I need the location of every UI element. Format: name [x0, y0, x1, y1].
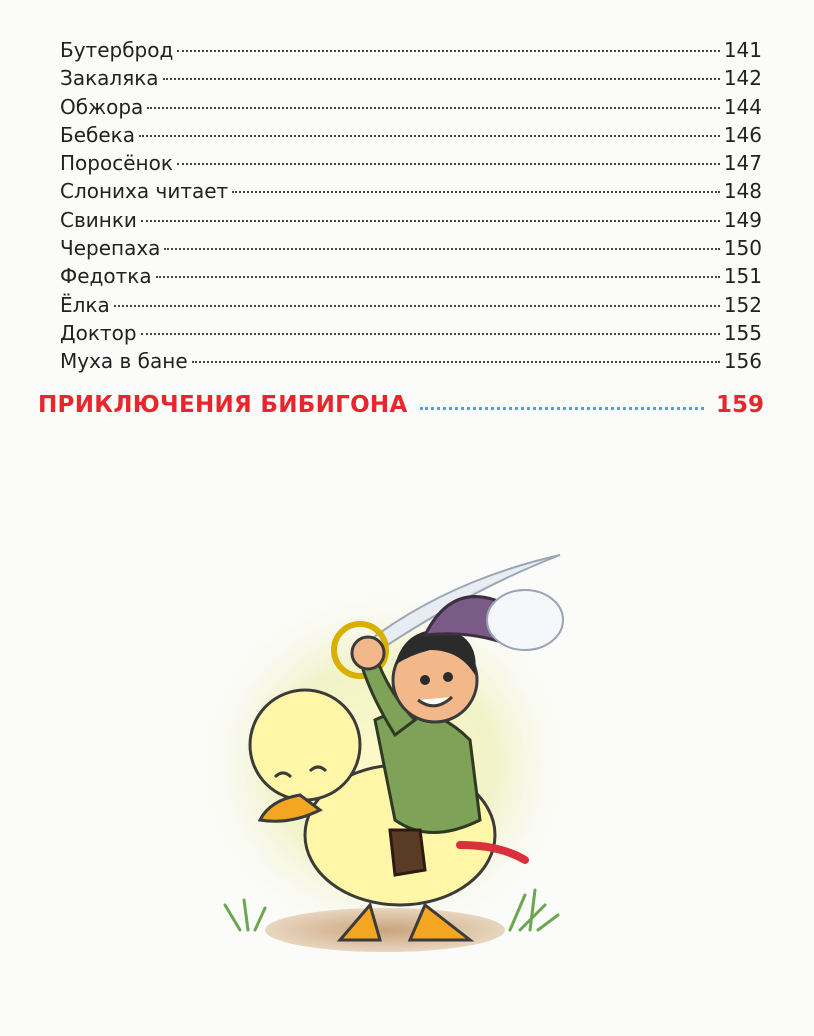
toc-entry-title: Федотка [60, 264, 152, 289]
toc-entry[interactable] [60, 234, 762, 262]
table-of-contents [60, 36, 762, 376]
toc-entry-page: 146 [723, 122, 762, 147]
toc-entry-title: Ёлка [60, 292, 110, 317]
toc-entry[interactable] [60, 177, 762, 205]
toc-dot-leader [139, 135, 720, 137]
toc-entry[interactable] [60, 149, 762, 177]
toc-entry-title: Бутерброд [60, 38, 174, 62]
toc-entry[interactable] [60, 64, 762, 92]
toc-entry-title: Закаляка [60, 66, 159, 91]
toc-entry-title: Поросёнок [60, 151, 173, 176]
toc-dot-leader [114, 305, 720, 307]
bibigon-riding-duck-illustration [180, 545, 600, 965]
toc-dot-leader [147, 107, 720, 109]
ground-shadow [265, 908, 505, 952]
toc-dot-leader [177, 163, 720, 165]
toc-dot-leader [164, 248, 719, 250]
toc-entry-page: 151 [723, 264, 762, 289]
toc-dot-leader [192, 361, 720, 363]
toc-entry[interactable] [60, 206, 762, 234]
toc-entry[interactable] [60, 319, 762, 347]
toc-entry[interactable] [60, 36, 762, 64]
toc-entry-page: 156 [723, 349, 762, 374]
toc-entry-page: 142 [723, 66, 762, 91]
toc-entry-title: Доктор [60, 320, 137, 345]
toc-entry-page: 141 [723, 38, 762, 62]
toc-dot-leader [141, 220, 720, 222]
toc-dot-leader [177, 50, 720, 52]
section-title: ПРИКЛЮЧЕНИЯ БИБИГОНА [38, 392, 408, 418]
toc-entry-page: 155 [723, 320, 762, 345]
toc-entry-title: Муха в бане [60, 349, 188, 374]
toc-dot-leader [163, 78, 720, 80]
toc-dot-leader [141, 333, 720, 335]
toc-entry-title: Черепаха [60, 236, 161, 261]
toc-section-entry[interactable] [38, 392, 764, 418]
section-dot-leader [420, 407, 704, 410]
toc-entry-page: 148 [723, 179, 762, 204]
toc-entry[interactable] [60, 93, 762, 121]
section-page-number: 159 [715, 392, 764, 418]
toc-entry-title: Слониха читает [60, 179, 229, 204]
toc-entry[interactable] [60, 347, 762, 375]
toc-dot-leader [232, 191, 720, 193]
boy-fist [352, 637, 384, 669]
toc-entry-title: Свинки [60, 207, 137, 232]
boy-boot [390, 830, 425, 875]
toc-entry-title: Обжора [60, 94, 144, 119]
toc-entry[interactable] [60, 262, 762, 290]
toc-entry-page: 149 [723, 207, 762, 232]
toc-entry-page: 144 [723, 94, 762, 119]
toc-entry-page: 147 [723, 151, 762, 176]
toc-entry-page: 152 [723, 292, 762, 317]
hat-plume [487, 590, 563, 650]
toc-dot-leader [156, 276, 720, 278]
duck-head [250, 690, 360, 800]
toc-entry[interactable] [60, 121, 762, 149]
toc-entry-title: Бебека [60, 122, 135, 147]
toc-entry-page: 150 [723, 236, 762, 261]
toc-entry[interactable] [60, 291, 762, 319]
